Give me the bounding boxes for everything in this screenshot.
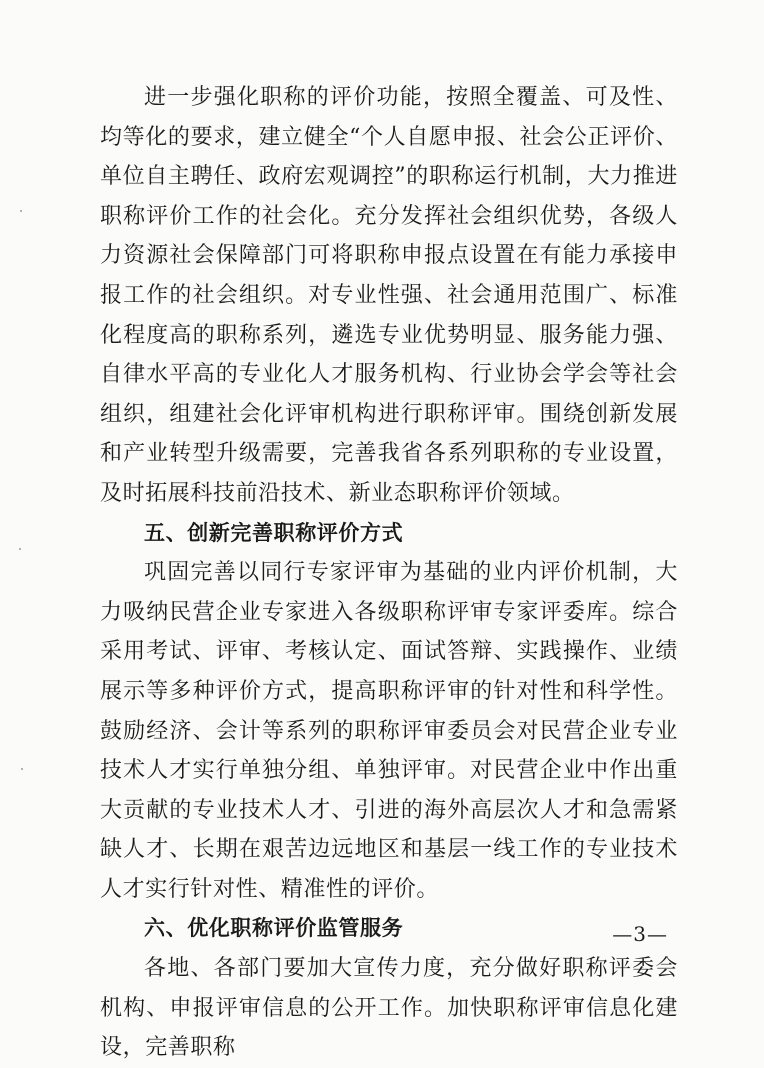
scan-speck <box>21 768 23 770</box>
scan-speck <box>19 548 21 550</box>
section-heading-5: 五、创新完善职称评价方式 <box>144 520 404 545</box>
scan-speck <box>20 210 22 212</box>
body-paragraph: 各地、各部门要加大宣传力度，充分做好职称评委会机构、申报评审信息的公开工作。加快职称评审信息化建设，完善职称 <box>100 956 678 1061</box>
body-paragraph: 进一步强化职称的评价功能，按照全覆盖、可及性、均等化的要求，建立健全“个人自愿申报、社会公正评价、单位自主聘任、政府宏观调控”的职称运行机制，大力推进职称评价工作的社会化。充分发挥社会组织优势，各级人力资源社会保障部门可将职称申报点设置在有能力承接申报工作的社会组织。对专业性强、社会通用范围广、标准化程度高的职称系列，遴选专业优势明显、服务能力强、自律水平高的专业化人才服务机构、行业协会学会等社会组织，组建社会化评审机构进行职称评审。围绕创新发展和产业转型升级需要，完善我省各系列职称的专业设置，及时拓展科技前沿技术、新业态职称评价领域。 <box>100 85 678 506</box>
section-heading-6: 六、优化职称评价监管服务 <box>144 916 404 941</box>
body-paragraph: 巩固完善以同行专家评审为基础的业内评价机制，大力吸纳民营企业专家进入各级职称评审专家评委库。综合采用考试、评审、考核认定、面试答辩、实践操作、业绩展示等多种评价方式，提高职称评审的针对性和科学性。鼓励经济、会计等系列的职称评审委员会对民营企业专业技术人才实行单独分组、单独评审。对民营企业中作出重大贡献的专业技术人才、引进的海外高层次人才和急需紧缺人才、长期在艰苦边远地区和基层一线工作的专业技术人才实行针对性、精准性的评价。 <box>100 560 678 902</box>
document-body <box>100 78 678 1068</box>
page-number: —3— <box>612 922 668 946</box>
